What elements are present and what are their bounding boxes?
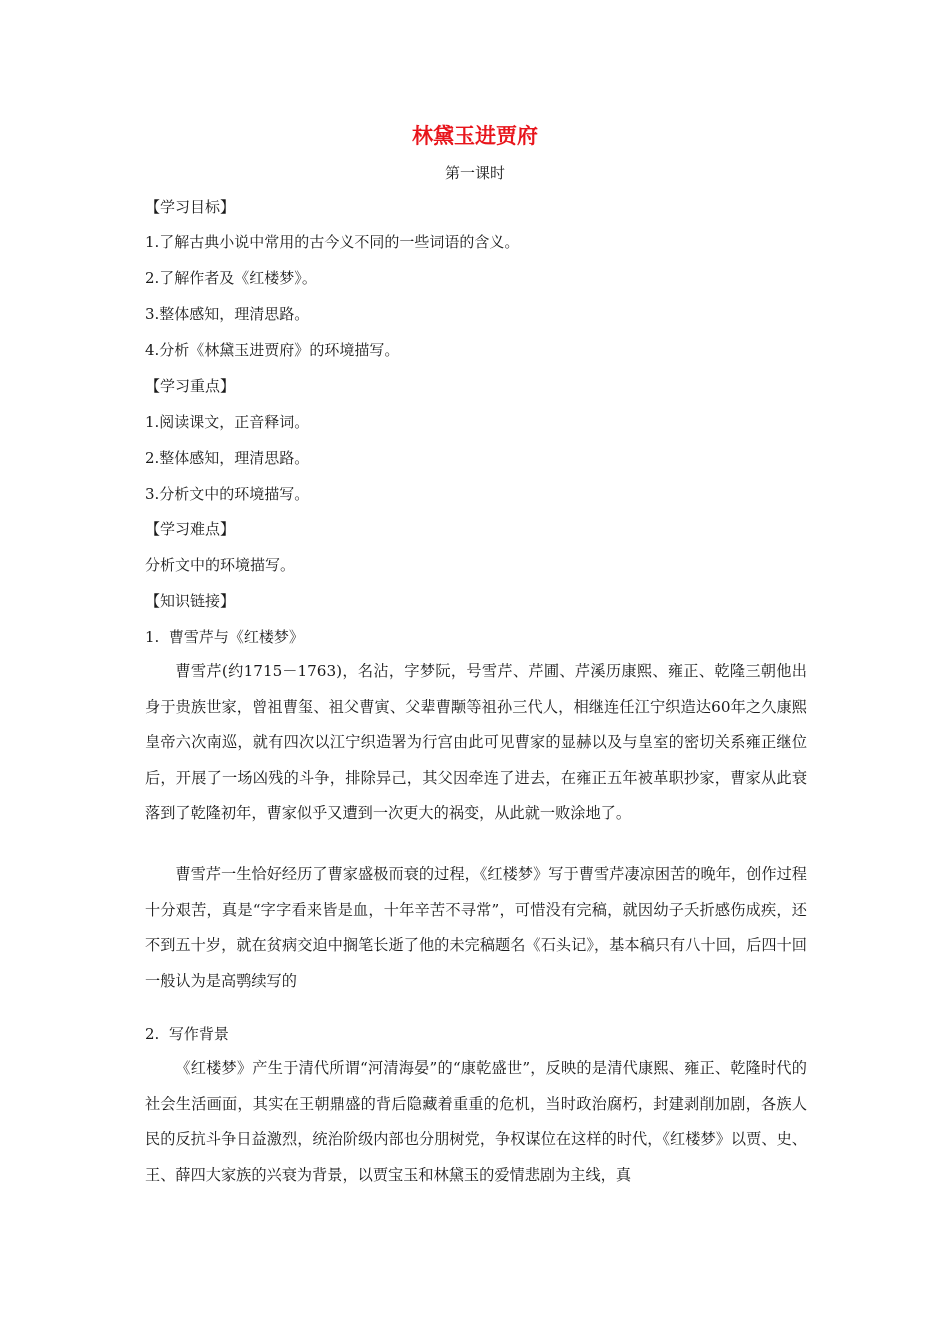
body-paragraph: 曹雪芹一生恰好经历了曹家盛极而衰的过程，《红楼梦》写于曹雪芹凄凉困苦的晚年，创作过程十分艰苦，真是“字字看来皆是血，十年辛苦不寻常”，可惜没有完稿，就因幼子夭折感伤成疾，还不到五十岁，就在贫病交迫中搁笔长逝了他的未完稿题名《石头记》，基本稿只有八十回，后四十回一般认为是高鹗续写的 xyxy=(145,865,807,990)
objective-item: 4.分析《林黛玉进贾府》的环境描写。 xyxy=(145,341,400,359)
document-title: 林黛玉进贾府 xyxy=(412,124,538,148)
body-paragraph: 曹雪芹(约1715－1763)，名沾，字梦阮，号雪芹、芹圃、芹溪历康熙、雍正、乾隆三朝他出身于贵族世家，曾祖曹玺、祖父曹寅、父辈曹颙等祖孙三代人，相继连任江宁织造达60年之久康熙皇帝六次南巡，就有四次以江宁织造署为行宫由此可见曹家的显赫以及与皇室的密切关系雍正继位后，开展了一场凶残的斗争，排除异己，其父因牵连了进去，在雍正五年被革职抄家，曹家从此衰落到了乾隆初年，曹家似乎又遭到一次更大的祸变，从此就一败涂地了。 xyxy=(145,662,807,822)
knowledge-heading: 【知识链接】 xyxy=(145,592,236,610)
difficulties-heading: 【学习难点】 xyxy=(145,520,236,538)
difficulties-text: 分析文中的环境描写。 xyxy=(145,556,296,574)
section-title: 2. 写作背景 xyxy=(145,1025,229,1043)
objective-item: 2.了解作者及《红楼梦》。 xyxy=(145,269,317,287)
objectives-heading: 【学习目标】 xyxy=(145,198,236,216)
key-point-item: 3.分析文中的环境描写。 xyxy=(145,485,310,503)
key-point-item: 1.阅读课文，正音释词。 xyxy=(145,413,310,431)
key-points-heading: 【学习重点】 xyxy=(145,377,236,395)
body-paragraph: 《红楼梦》产生于清代所谓“河清海晏”的“康乾盛世”，反映的是清代康熙、雍正、乾隆时代的社会生活画面，其实在王朝鼎盛的背后隐藏着重重的危机，当时政治腐朽，封建剥削加剧，各族人民的反抗斗争日益激烈，统治阶级内部也分朋树党，争权谋位在这样的时代，《红楼梦》以贾、史、王、薛四大家族的兴衰为背景，以贾宝玉和林黛玉的爱情悲剧为主线，真 xyxy=(145,1059,807,1184)
section-title: 1. 曹雪芹与《红楼梦》 xyxy=(145,628,304,646)
objective-item: 3.整体感知，理清思路。 xyxy=(145,305,310,323)
key-point-item: 2.整体感知，理清思路。 xyxy=(145,449,310,467)
document-subtitle: 第一课时 xyxy=(444,164,505,182)
objective-item: 1.了解古典小说中常用的古今义不同的一些词语的含义。 xyxy=(145,233,520,251)
